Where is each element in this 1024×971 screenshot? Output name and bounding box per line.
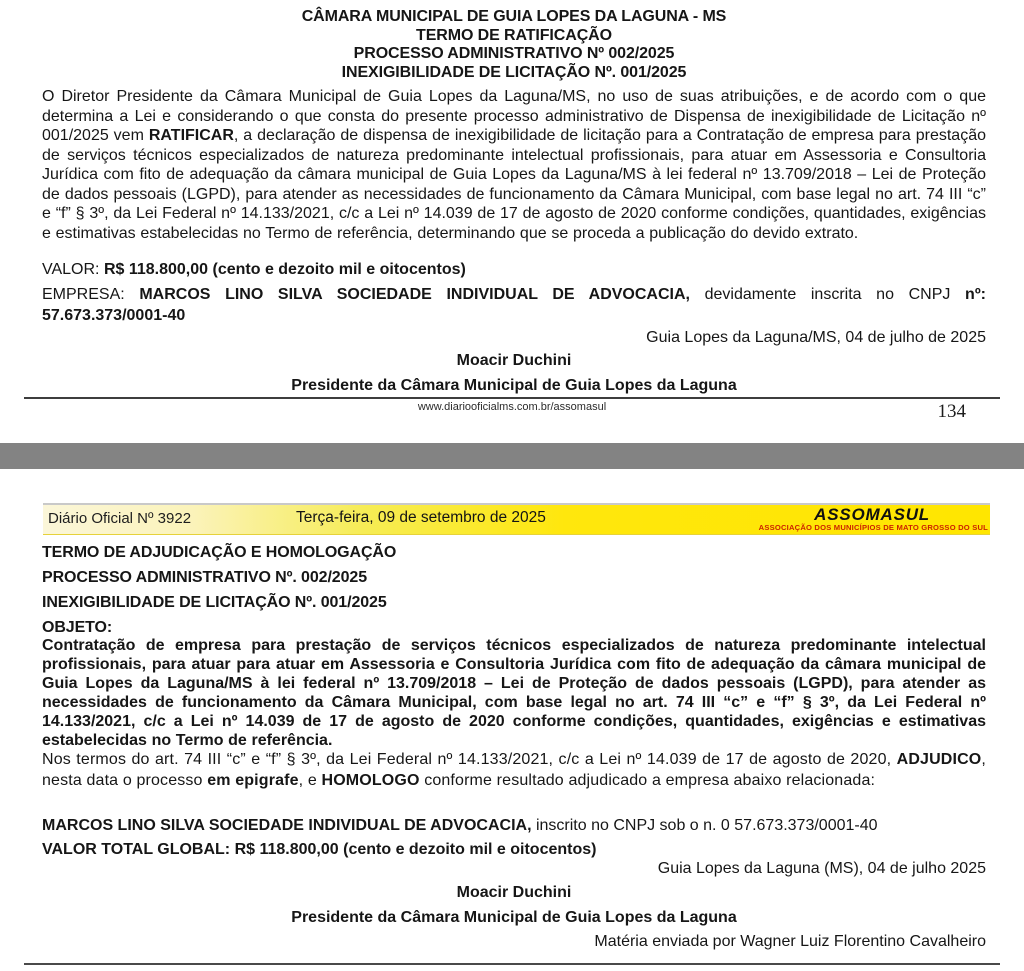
- doc1-term-title: TERMO DE RATIFICAÇÃO: [416, 26, 612, 44]
- page-number: 134: [937, 401, 966, 422]
- valor-label: VALOR:: [42, 261, 104, 278]
- doc2-inexigibilidade-number: INEXIGIBILIDADE DE LICITAÇÃO Nº. 001/2025: [42, 594, 387, 611]
- doc1-ratificar-emphasis: RATIFICAR: [148, 127, 234, 144]
- doc1-empresa-paragraph: [42, 285, 986, 326]
- terms-text-4: conforme resultado adjudicado a empresa abaixo relacionada:: [419, 771, 876, 789]
- doc2-valor-total-line: VALOR TOTAL GLOBAL: R$ 118.800,00 (cento e dezoito mil e oitocentos): [42, 841, 597, 858]
- doc2-process-number: PROCESSO ADMINISTRATIVO Nº. 002/2025: [42, 569, 367, 586]
- doc1-body-text-2: , a declaração de dispensa de inexigibilidade de licitação para a Contratação de empresa para prestação de serviços técnicos especializados de natureza predominante intelectual profissionais, para atuar em Assessoria e Consultoria Jurídica com fito de adequação da câmara municipal de Guia Lopes da Laguna/MS à lei federal nº 13.709/2018 – Lei de Proteção de dados pessoais (LGPD), para atender as necessidades de funcionamento da Câmara Municipal, com base legal no art. 74 III “c” e “f” § 3º, da Lei Federal nº 14.133/2021, c/c a Lei nº 14.039 de 17 de agosto de 2020 conforme condições, quantidades, exigências e estimativas estabelecidas no Termo de referência, determinando que se proceda a publicação do devido extrato.: [42, 127, 986, 242]
- doc1-signature-name: Moacir Duchini: [456, 352, 572, 369]
- doc2-signature-name: Moacir Duchini: [456, 884, 572, 901]
- doc1-footer-divider: [24, 397, 1000, 399]
- adjudico-emphasis: ADJUDICO: [896, 751, 982, 768]
- doc1-valor-line: [42, 261, 986, 279]
- doc1-body-text-1: O Diretor Presidente da Câmara Municipal de Guia Lopes da Laguna/MS, no uso de suas atribuições, e de acordo com o que determina a Lei e considerando o que consta do presente processo administrativo de Dispensa de inexigibilidade de Licitação nº 001/2025 vem: [42, 88, 986, 144]
- empresa-cnpj: nº: 57.673.373/0001-40: [42, 286, 986, 324]
- doc2-terms-paragraph: [42, 750, 986, 791]
- doc2-term-title: TERMO DE ADJUDICAÇÃO E HOMOLOGAÇÃO: [42, 544, 397, 561]
- doc1-dateline: Guia Lopes da Laguna/MS, 04 de julho de 2025: [646, 329, 986, 346]
- doc2-signature-title: Presidente da Câmara Municipal de Guia Lopes da Laguna: [291, 909, 737, 926]
- doc2-objeto-label: OBJETO:: [42, 619, 113, 636]
- homologo-emphasis: HOMOLOGO: [321, 771, 420, 789]
- doc2-company-line: [42, 817, 986, 835]
- separator-band: [0, 443, 1024, 469]
- empresa-name: MARCOS LINO SILVA SOCIEDADE INDIVIDUAL DE ADVOCACIA,: [139, 286, 690, 303]
- gazette-banner: [43, 503, 990, 535]
- doc2-objeto-paragraph: Contratação de empresa para prestação de serviços técnicos especializados de natureza predominante intelectual profissionais, para atuar para atuar em Assessoria e Consultoria Jurídica com fito de adequação da câmara municipal de Guia Lopes da Laguna/MS à lei federal nº 13.709/2018 – Lei de Proteção de dados pessoais (LGPD), para atender as necessidades de funcionamento da Câmara Municipal, com base legal no art. 74 III “c” e “f” § 3º, da Lei Federal nº 14.133/2021, c/c a Lei nº 14.039 de 17 de agosto de 2020 conforme condições, quantidades, exigências e estimativas estabelecidas no Termo de referência.: [42, 637, 986, 749]
- gazette-issue-number: Diário Oficial Nº 3922: [48, 510, 192, 527]
- doc1-inexigibilidade-number: INEXIGIBILIDADE DE LICITAÇÃO Nº. 001/2025: [341, 63, 687, 81]
- empresa-label: EMPRESA:: [42, 286, 140, 303]
- doc1-entity-title: CÂMARA MUNICIPAL DE GUIA LOPES DA LAGUNA - MS: [301, 8, 727, 25]
- doc1-signature-title: Presidente da Câmara Municipal de Guia Lopes da Laguna: [291, 377, 737, 394]
- doc1-body-paragraph: [42, 87, 986, 243]
- doc2-company-cnpj: inscrito no CNPJ sob o n. 0 57.673.373/0001-40: [531, 817, 878, 834]
- doc1-footer-url: www.diariooficialms.com.br/assomasul: [417, 401, 607, 413]
- doc2-sent-by-line: Matéria enviada por Wagner Luiz Florentino Cavalheiro: [594, 933, 986, 950]
- doc2-company-name: MARCOS LINO SILVA SOCIEDADE INDIVIDUAL DE ADVOCACIA,: [42, 817, 532, 834]
- terms-text-3: , e: [298, 771, 322, 789]
- assomasul-subtitle: ASSOCIAÇÃO DOS MUNICÍPIOS DE MATO GROSSO DO SUL: [758, 523, 988, 532]
- doc1-process-number: PROCESSO ADMINISTRATIVO Nº 002/2025: [353, 45, 675, 62]
- bottom-divider: [24, 963, 1000, 965]
- empresa-mid-text: devidamente inscrita no CNPJ: [689, 286, 966, 303]
- gazette-date: Terça-feira, 09 de setembro de 2025: [296, 509, 546, 526]
- assomasul-logo: ASSOMASUL: [814, 505, 930, 524]
- doc2-dateline: Guia Lopes da Laguna (MS), 04 de julho 2025: [657, 860, 986, 877]
- em-epigrafe-emphasis: em epigrafe: [207, 771, 299, 789]
- doc1-header: [42, 8, 986, 82]
- valor-value: R$ 118.800,00 (cento e dezoito mil e oitocentos): [103, 261, 466, 278]
- terms-text-2: , nesta data o processo: [42, 751, 986, 789]
- terms-text-1: Nos termos do art. 74 III “c” e “f” § 3º, da Lei Federal nº 14.133/2021, c/c a Lei nº 14.039 de 17 de agosto de 2020,: [42, 751, 897, 768]
